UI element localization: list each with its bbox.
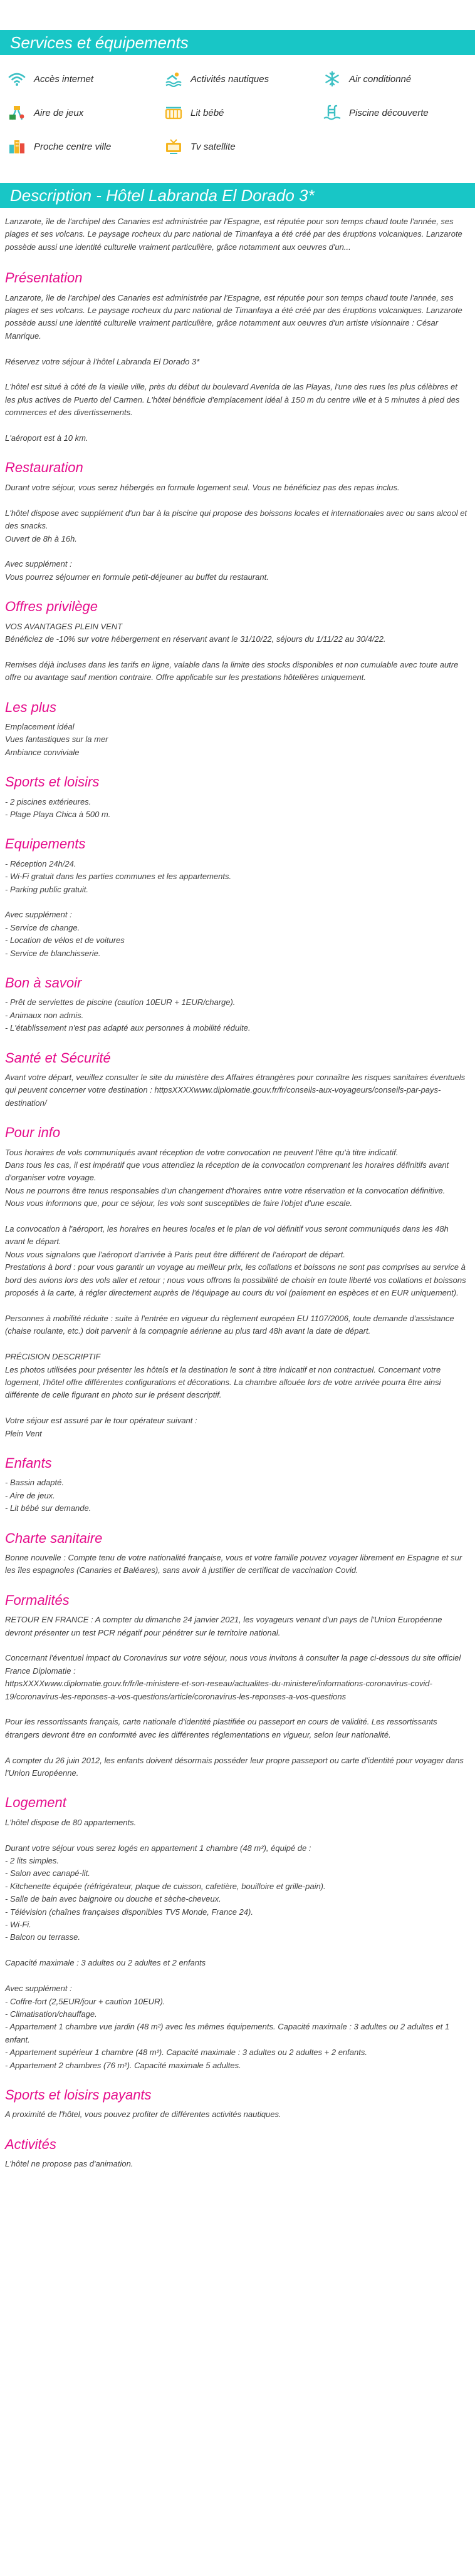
section-text: L'hôtel dispose de 80 appartements. Durant votre séjour vous serez logés en appartement 1 chambre (48 m²), équipé de : - 2 lits simples. - Salon avec canapé-lit. - Kitchenette équipée (réfrigérateur, plaque de cuisson, cafetière, bouilloire et grille-pain). - Salle de bain avec baignoire ou douche et sèche-cheveux. - Télévision (chaînes françaises disponibles TV5 Monde, France 24). - Wi-Fi. - Balcon ou terrasse. Capacité maximale : 3 adultes ou 2 adultes et 2 enfants Avec supplément : - Coffre-fort (2,5EUR/jour + caution 10EUR). - Climatisation/chauffage. - Appartement 1 chambre vue jardin (48 m²) avec les mêmes équipements. Capacité maximale : 3 adultes ou 2 adultes et 1 enfant. - Appartement supérieur 1 chambre (48 m²). Capacité maximale : 3 adultes ou 2 adultes + 2 enfants. - Appartement 2 chambres (76 m²). Capacité maximale 5 adultes.: [5, 1817, 450, 2070]
section-block: [5, 1125, 470, 1440]
service-label: Air conditionné: [349, 73, 412, 85]
city-icon: [8, 137, 26, 156]
section-text: - Bassin adapté. - Aire de jeux. - Lit bébé sur demande.: [5, 1478, 91, 1513]
service-item-playground: [8, 103, 164, 123]
section-text: L'hôtel ne propose pas d'animation.: [5, 2159, 133, 2169]
section-text: Bonne nouvelle : Compte tenu de votre nationalité française, vous et votre famille pouvez voyager librement en Espagne et sur les îles espagnoles (Canaries et Baléares), sans avoir à justifier de certificat de vaccination Covid.: [5, 1552, 462, 1575]
services-list: [0, 55, 475, 175]
section-title: Offres privilège: [5, 599, 98, 615]
section-text: RETOUR EN FRANCE : A compter du dimanche 24 janvier 2021, les voyageurs venant d'un pays de l'Union Européenne devront présenter un test PCR négatif pour pénétrer sur le territoire national. Concernant l'éventuel impact du Coronavirus sur votre séjour, nous vous invitons à consulter la page ci-dessous du site officiel France Diplomatie : httpsXXXXwww.diplomatie.gouv.fr/fr/le-ministere-et-son-reseau/actualites-du-ministere/informations-coronavirus-covid-19/coronavirus-les-reponses-a-vos-questions/article/coronavirus-les-reponses-a-vos-questions Pour les ressortissants français, carte nationale d'identité plastifiée ou passeport en cours de validité. Les ressortissants étrangers devront être en conformité avec les différentes réglementations en vigueur, selon leur nationalité. A compter du 26 juin 2012, les enfants doivent désormais posséder leur propre passeport ou carte d'identité pour voyager dans l'Union Européenne.: [5, 1615, 464, 1778]
service-item-air-conditioning: [323, 69, 473, 89]
services-heading: Services et équipements: [0, 30, 475, 55]
intro-text: Lanzarote, île de l'archipel des Canaries est administrée par l'Espagne, est réputée pour son temps chaud toute l'année, ses plages et ses volcans. Le paysage rocheux du parc national de Timanfaya a été créé par des éruptions volcaniques. Lanzarote possède aussi une identité culturelle vraiment particulière, grâce notamment aux oeuvres d'un...: [5, 217, 462, 252]
playground-icon: [8, 103, 26, 122]
service-label: Lit bébé: [191, 107, 224, 118]
service-label: Piscine découverte: [349, 107, 429, 118]
service-item-water-activities: [164, 69, 323, 89]
description-intro: [5, 215, 470, 254]
section-block: [5, 699, 470, 760]
pool-icon: [323, 103, 342, 122]
section-block: [5, 836, 470, 960]
section-title: Sports et loisirs: [5, 774, 100, 790]
section-title: Les plus: [5, 699, 56, 715]
section-block: [5, 2136, 470, 2171]
tv-icon: [164, 137, 183, 156]
section-title: Formalités: [5, 1592, 70, 1608]
service-item-crib: [164, 103, 323, 123]
section-block: [5, 270, 470, 445]
snowflake-icon: [323, 70, 342, 88]
description-heading: Description - Hôtel Labranda El Dorado 3*: [0, 183, 475, 208]
section-title: Pour info: [5, 1125, 61, 1141]
section-title: Sports et loisirs payants: [5, 2086, 152, 2103]
section-text: A proximité de l'hôtel, vous pouvez profiter de différentes activités nautiques.: [5, 2110, 281, 2120]
section-text: Avant votre départ, veuillez consulter le site du ministère des Affaires étrangères pour connaître les risques sanitaires éventuels qui peuvent concerner votre destination : httpsXXXXwww.diplomatie.gouv.fr/fr/conseils-aux-voyageurs/conseils-par-pays-destination/: [5, 1073, 466, 1108]
service-label: Tv satellite: [191, 141, 236, 152]
service-label: Aire de jeux: [34, 107, 84, 118]
swimmer-icon: [164, 70, 183, 88]
section-text: Durant votre séjour, vous serez hébergés en formule logement seul. Vous ne bénéficiez pas des repas inclus. L'hôtel dispose avec supplément d'un bar à la piscine qui propose des boissons locales et internationales avec ou sans alcool et des snacks. Ouvert de 8h à 16h. Avec supplément : Vous pourrez séjourner en formule petit-déjeuner au buffet du restaurant.: [5, 482, 467, 582]
section-block: [5, 460, 470, 584]
service-item-outdoor-pool: [323, 103, 473, 123]
service-label: Accès internet: [34, 73, 94, 85]
section-title: Equipements: [5, 836, 86, 852]
service-item-near-city-center: [8, 137, 164, 157]
service-label: Activités nautiques: [191, 73, 269, 85]
section-title: Logement: [5, 1795, 66, 1811]
crib-icon: [164, 103, 183, 122]
section-block: [5, 975, 470, 1035]
section-title: Enfants: [5, 1455, 52, 1471]
section-title: Bon à savoir: [5, 975, 82, 991]
section-title: Activités: [5, 2136, 56, 2152]
service-item-satellite-tv: [164, 137, 323, 157]
service-item-internet: [8, 69, 164, 89]
section-text: Tous horaires de vols communiqués avant réception de votre convocation ne peuvent l'être qu'à titre indicatif. Dans tous les cas, il est impératif que vous attendiez la réception de la convocation comprenant les horaires définitifs avant d'organiser votre voyage. Nous ne pourrons être tenus responsables d'un changement d'horaires entre votre réservation et la convocation définitive. Nous vous informons que, pour ce séjour, les vols sont susceptibles de faire l'objet d'une escale. La convocation à l'aéroport, les horaires en heures locales et le plan de vol définitif vous seront communiqués dans les 48h avant le départ. Nous vous signalons que l'aéroport d'arrivée à Paris peut être différent de l'aéroport de départ. Prestations à bord : pour vous garantir un voyage au meilleur prix, les collations et boissons ne sont pas comprises au service à bord des avions lors des vols aller et retour ; nous vous offrons la possibilité de choisir en toute liberté vos collations et boissons proposés à la carte, à régler directement auprès de l'équipage au cours du vol (paiement en espèces et en EUR uniquement). Personnes à mobilité réduite : suite à l'entrée en vigueur du règlement européen EU 1107/2006, toute demande d'assistance (chaise roulante, etc.) doit parvenir à la compagnie aérienne au plus tard 48h avant la date de départ. PRÉCISION DESCRIPTIF Les photos utilisées pour présenter les hôtels et la destination le sont à titre indicatif et non contractuel. Concernant votre logement, l'hôtel offre différentes configurations et décorations. La chambre allouée lors de votre arrivée pourra être ainsi différente de celle figurant en photo sur le présent descriptif. Votre séjour est assuré par le tour opérateur suivant : Plein Vent: [5, 1147, 466, 1438]
section-text: - Réception 24h/24. - Wi-Fi gratuit dans les parties communes et les appartements. - Parking public gratuit. Avec supplément : - Service de change. - Location de vélos et de voitures - Service de blanchisserie.: [5, 858, 232, 958]
section-block: [5, 1050, 470, 1110]
section-block: [5, 1455, 470, 1515]
service-label: Proche centre ville: [34, 141, 112, 152]
section-title: Restauration: [5, 460, 83, 476]
section-block: [5, 1530, 470, 1577]
section-block: [5, 2087, 470, 2121]
section-text: - Prêt de serviettes de piscine (caution 10EUR + 1EUR/charge). - Animaux non admis. - L'établissement n'est pas adapté aux personnes à mobilité réduite.: [5, 997, 251, 1033]
section-block: [5, 1592, 470, 1780]
section-title: Charte sanitaire: [5, 1530, 103, 1546]
section-title: Présentation: [5, 270, 83, 286]
section-block: [5, 1795, 470, 2072]
section-text: Lanzarote, île de l'archipel des Canaries est administrée par l'Espagne, est réputée pour son temps chaud toute l'année, ses plages et ses volcans. Le paysage rocheux du parc national de Timanfaya a été créé par des éruptions volcaniques. Lanzarote possède aussi une identité culturelle vraiment particulière, grâce notamment aux oeuvres d'un artiste visionnaire : César Manrique. Réservez votre séjour à l'hôtel Labranda El Dorado 3* L'hôtel est situé à côté de la vieille ville, près du début du boulevard Avenida de las Playas, l'une des rues les plus célèbres et les plus actives de Puerto del Carmen. L'hôtel bénéficie d'emplacement idéal à 150 m du centre ville et à 5 minutes à pied des commerces et des divertissements. L'aéroport est à 10 km.: [5, 292, 462, 443]
section-list: [5, 270, 470, 2170]
section-block: [5, 774, 470, 821]
section-block: [5, 599, 470, 684]
section-text: - 2 piscines extérieures. - Plage Playa Chica à 500 m.: [5, 796, 111, 819]
section-text: Emplacement idéal Vues fantastiques sur la mer Ambiance conviviale: [5, 721, 108, 757]
section-title: Santé et Sécurité: [5, 1049, 111, 1066]
description-content: [0, 208, 475, 2198]
wifi-icon: [8, 70, 26, 88]
section-text: VOS AVANTAGES PLEIN VENT Bénéficiez de -10% sur votre hébergement en réservant avant le 31/10/22, séjours du 1/11/22 au 30/4/22. Remises déjà incluses dans les tarifs en ligne, valable dans la limite des stocks disponibles et non cumulable avec toute autre offre ou avantage sauf mention contraire. Offre applicable sur les prestations hôtelières uniquement.: [5, 621, 459, 683]
description-block: [0, 175, 475, 2198]
